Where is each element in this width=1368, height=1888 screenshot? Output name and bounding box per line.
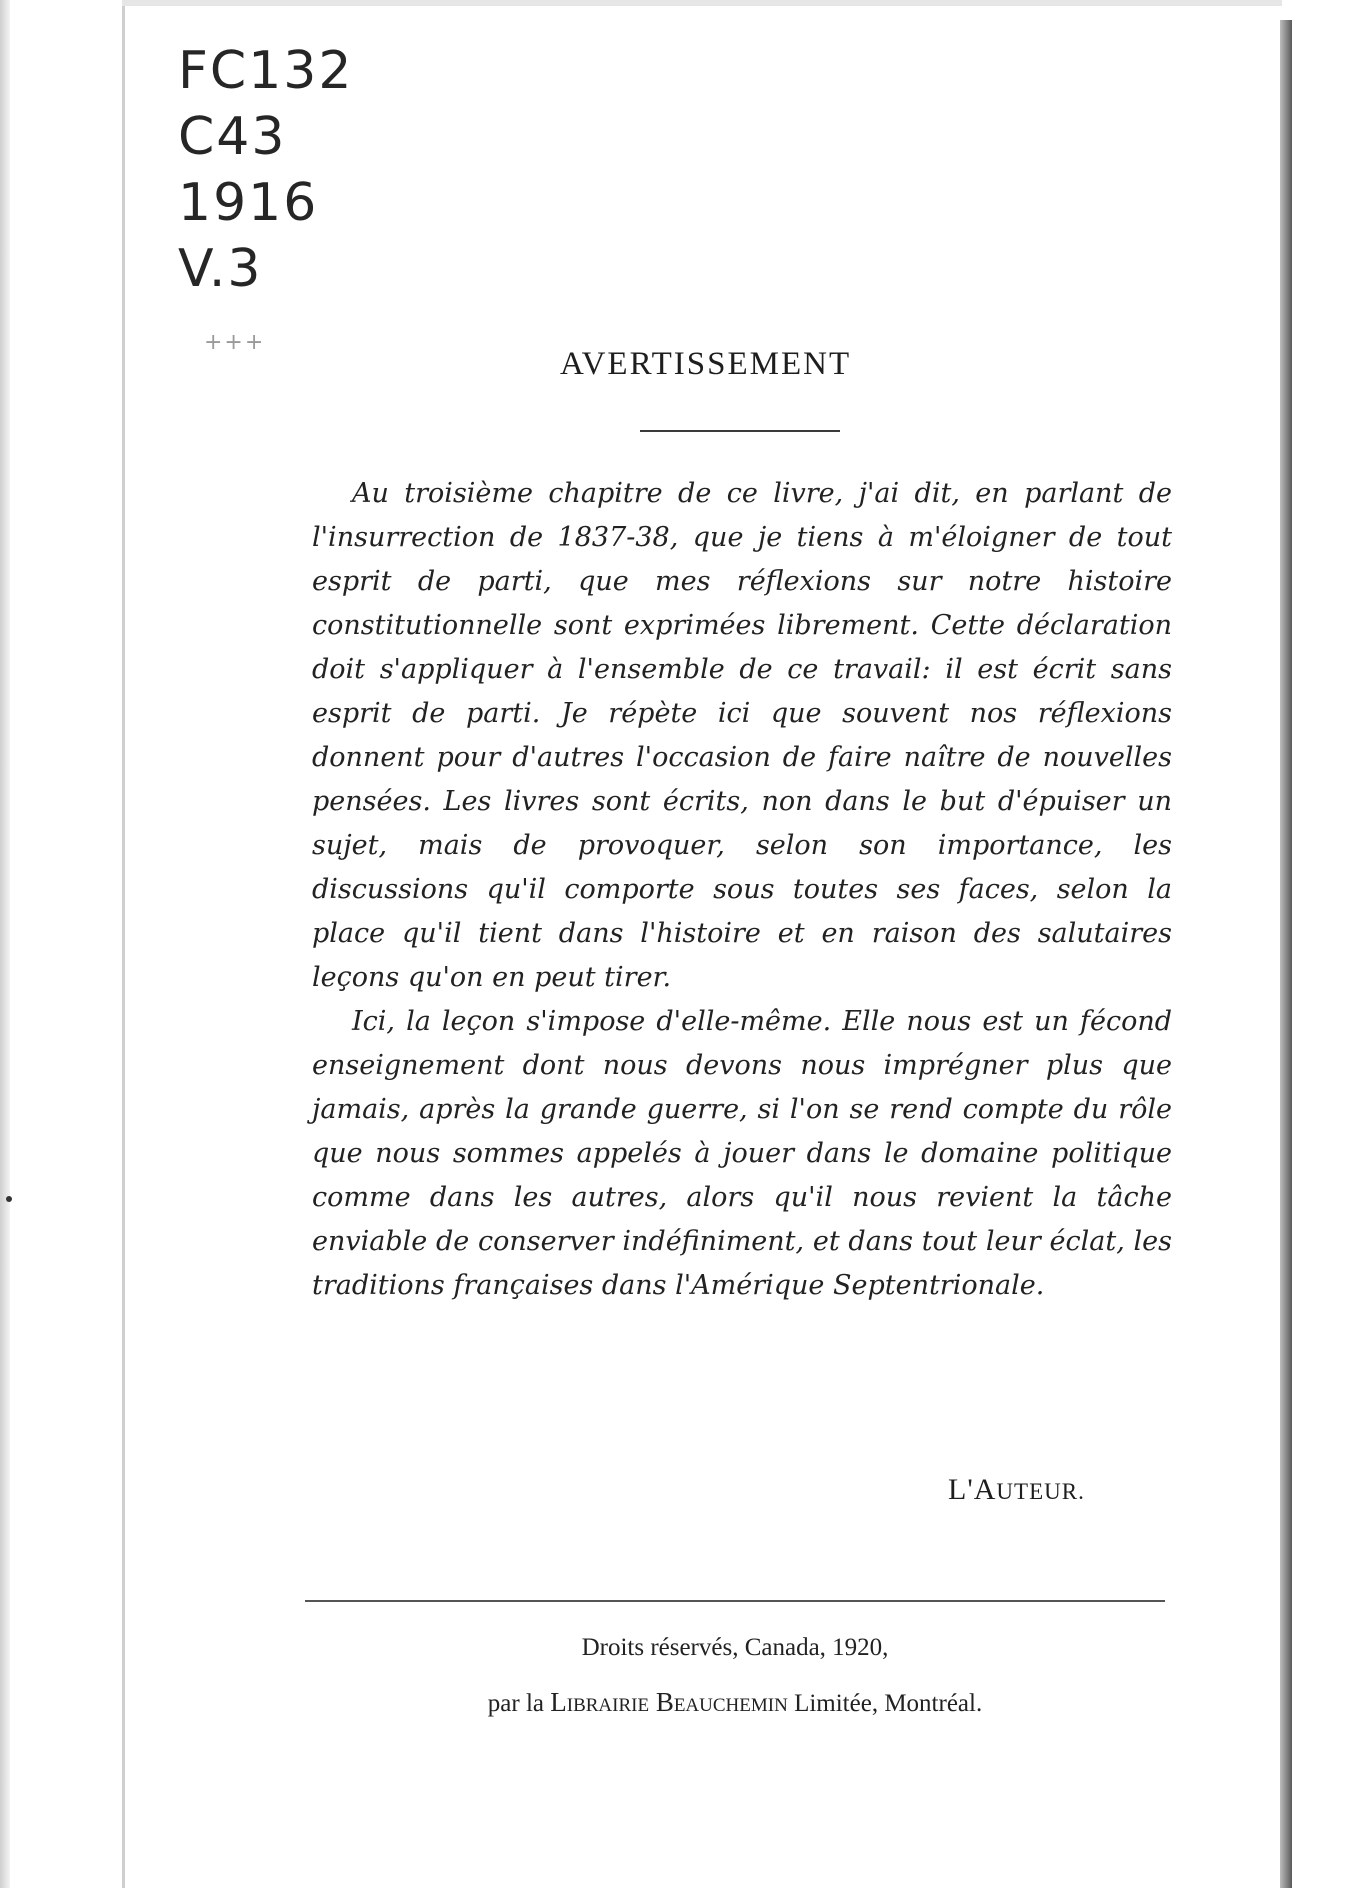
right-binding-shadow — [1280, 20, 1292, 1888]
call-number-line: 1916 — [178, 173, 319, 233]
signature-initial: L'A — [948, 1473, 997, 1506]
copyright-notice — [305, 1620, 1165, 1731]
preface-body — [312, 472, 1172, 1308]
copyright-suffix: Limitée, Montréal. — [787, 1690, 983, 1717]
handwritten-scribble: +++ — [204, 330, 266, 355]
call-number-line: V.3 — [178, 239, 263, 299]
paragraph: Au troisième chapitre de ce livre, j'ai dit, en parlant de l'insurrection de 1837-38, que je tiens à m'éloigner de tout esprit de parti, que mes réflexions sur notre histoire constitutionnelle sont exprimées librement. Cette déclaration doit s'appliquer à l'ensemble de ce travail: il est écrit sans esprit de parti. Je répète ici que souvent nos réflexions donnent pour d'autres l'occasion de faire naître de nouvelles pensées. Les livres sont écrits, non dans le but d'épuiser un sujet, mais de provoquer, selon son importance, les discussions qu'il comporte sous toutes ses faces, selon la place qu'il tient dans l'histoire et en raison des salutaires leçons qu'on en peut tirer. — [312, 478, 1172, 993]
copyright-line-1: Droits réservés, Canada, 1920, — [581, 1634, 889, 1661]
title-divider — [640, 430, 840, 432]
publisher-name: Librairie Beauchemin — [550, 1687, 788, 1717]
copyright-line-2 — [305, 1675, 1165, 1731]
signature-rest: UTEUR. — [996, 1479, 1085, 1504]
left-page-edge — [0, 0, 10, 1888]
handwritten-call-number — [178, 38, 353, 302]
scan-speck — [6, 1196, 12, 1202]
copyright-prefix: par la — [487, 1690, 551, 1717]
call-number-line: C43 — [178, 107, 287, 167]
call-number-line: FC132 — [178, 41, 354, 101]
author-signature — [948, 1473, 1085, 1507]
top-page-edge — [122, 0, 1282, 6]
paragraph: Ici, la leçon s'impose d'elle-même. Elle nous est un fécond enseignement dont nous devons nous imprégner plus que jamais, après la grande guerre, si l'on se rend compte du rôle que nous sommes appelés à jouer dans le domaine politique comme dans les autres, alors qu'il nous revient la tâche enviable de conserver indéfiniment, et dans tout leur éclat, les traditions françaises dans l'Amérique Septentrionale. — [312, 1006, 1172, 1301]
page-gutter-line — [122, 0, 125, 1888]
right-margin — [1292, 0, 1368, 1888]
page-title: AVERTISSEMENT — [560, 346, 852, 382]
footer-divider — [305, 1600, 1165, 1602]
